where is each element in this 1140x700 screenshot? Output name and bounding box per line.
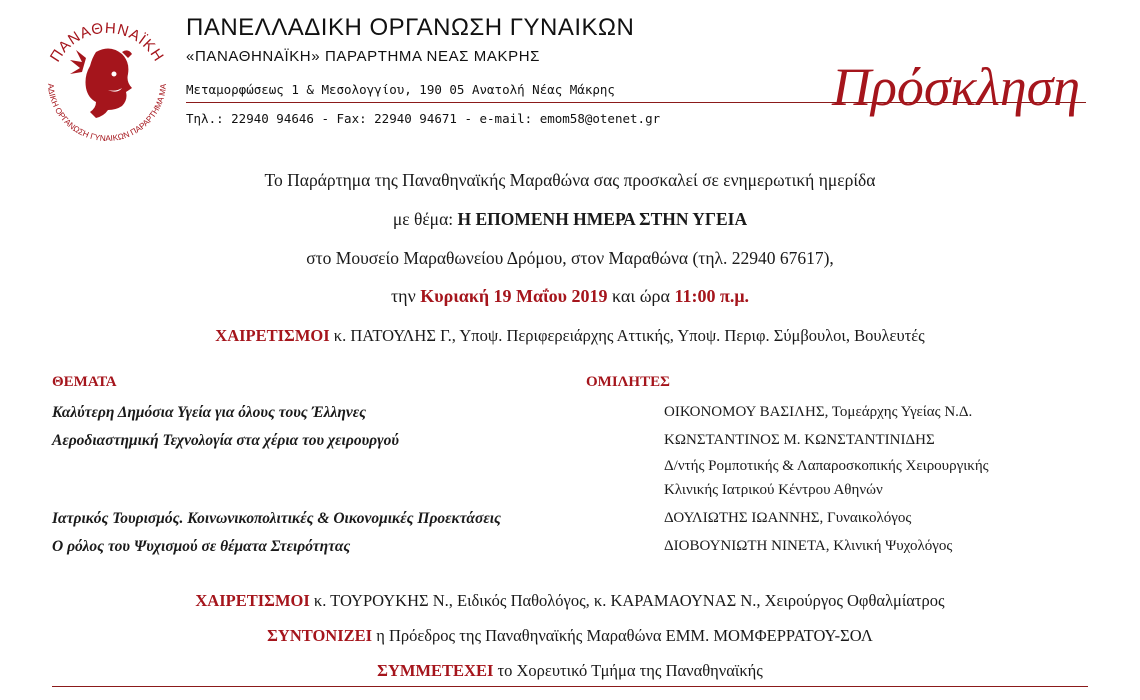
date-prefix: την	[390, 286, 421, 306]
intro-line-1: Το Παράρτημα της Παναθηναϊκής Μαραθώνα σας προσκαλεί σε ενημερωτική ημερίδα	[264, 170, 876, 190]
intro-line-3: στο Μουσείο Μαραθωνείου Δρόμου, στον Μαραθώνα (τηλ. 22940 67617),	[306, 248, 834, 268]
program-speaker-detail: Δ/ντής Ρομποτικής & Λαπαροσκοπικής Χειρουργικής	[664, 458, 989, 474]
program-topic: Ιατρικός Τουρισμός. Κοινωνικοπολιτικές & Οικονομικές Προεκτάσεις	[52, 510, 501, 527]
time-prefix: και ώρα	[607, 286, 675, 306]
topics-header: ΘΕΜΑΤΑ	[52, 374, 117, 390]
logo-seal-icon	[38, 12, 176, 150]
program-speaker: ΚΩΝΣΤΑΝΤΙΝΟΣ Μ. ΚΩΝΣΤΑΝΤΙΝΙΔΗΣ	[664, 432, 935, 448]
logo-ring-text: ΠΑΝΑΘΗΝΑΪΚΗ	[46, 19, 168, 66]
event-date: Κυριακή 19 Μαΐου 2019	[420, 286, 608, 306]
theme-prefix: με θέμα:	[392, 209, 458, 229]
intro-line-2	[0, 209, 1140, 230]
organization-title: ΠΑΝΕΛΛΑΔΙΚΗ ΟΡΓΑΝΩΣΗ ΓΥΝΑΙΚΩΝ	[186, 14, 635, 41]
organization-branch: «ΠΑΝΑΘΗΝΑΪΚΗ» ΠΑΡΑΡΤΗΜΑ ΝΕΑΣ ΜΑΚΡΗΣ	[186, 48, 541, 65]
moderator-line	[0, 626, 1140, 646]
moderator-text: η Πρόεδρος της Παναθηναϊκής Μαραθώνα ΕΜΜ. ΜΟΜΦΕΡΡΑΤΟΥ-ΣΟΛ	[372, 626, 873, 645]
event-time: 11:00 π.μ.	[674, 286, 750, 306]
participation-text: το Χορευτικό Τμήμα της Παναθηναϊκής	[493, 661, 763, 680]
organization-logo	[38, 12, 176, 150]
participation-label: ΣΥΜΜΕΤΕΧΕΙ	[377, 661, 494, 680]
speakers-header: ΟΜΙΛΗΤΕΣ	[586, 374, 670, 390]
program-speaker: ΔΙΟΒΟΥΝΙΩΤΗ ΝΙΝΕΤΑ, Κλινική Ψυχολόγος	[664, 538, 953, 554]
greetings-text: κ. ΤΟΥΡΟΥΚΗΣ Ν., Ειδικός Παθολόγος, κ. ΚΑΡΑΜΑΟΥΝΑΣ Ν., Χειρούργος Οφθαλμίατρος	[309, 591, 945, 610]
intro-line-4	[0, 286, 1140, 307]
program-topic: Ο ρόλος του Ψυχισμού σε θέματα Στειρότητας	[52, 538, 351, 555]
greetings-line-1	[0, 326, 1140, 346]
invitation-title: Πρόσκληση	[832, 57, 1081, 117]
organization-address: Μεταμορφώσεως 1 & Μεσολογγίου, 190 05 Ανατολή Νέας Μάκρης	[186, 82, 615, 97]
program-topic: Καλύτερη Δημόσια Υγεία για όλους τους Έλληνες	[52, 404, 367, 421]
greetings-label: ΧΑΙΡΕΤΙΣΜΟΙ	[215, 326, 330, 345]
program-speaker: ΟΙΚΟΝΟΜΟΥ ΒΑΣΙΛΗΣ, Τομεάρχης Υγείας Ν.Δ.	[664, 404, 973, 420]
logo-lower-text: ΑΔΙΚΗ ΟΡΓΑΝΩΣΗ ΓΥΝΑΙΚΩΝ ΠΑΡΑΡΤΗΜΑ ΜΑ	[45, 83, 169, 144]
footer-divider	[52, 686, 1088, 687]
program-speaker-detail: Κλινικής Ιατρικού Κέντρου Αθηνών	[664, 482, 883, 498]
moderator-label: ΣΥΝΤΟΝΙΖΕΙ	[267, 626, 373, 645]
greetings-text: κ. ΠΑΤΟΥΛΗΣ Γ., Υποψ. Περιφερειάρχης Αττικής, Υποψ. Περιφ. Σύμβουλοι, Βουλευτές	[329, 326, 925, 345]
greetings-line-2	[0, 591, 1140, 611]
program-speaker: ΔΟΥΛΙΩΤΗΣ ΙΩΑΝΝΗΣ, Γυναικολόγος	[664, 510, 912, 526]
participation-line	[0, 661, 1140, 681]
program-topic: Αεροδιαστημική Τεχνολογία στα χέρια του χειρουργού	[52, 432, 399, 449]
theme-title: Η ΕΠΟΜΕΝΗ ΗΜΕΡΑ ΣΤΗΝ ΥΓΕΙΑ	[457, 209, 748, 229]
greetings-label: ΧΑΙΡΕΤΙΣΜΟΙ	[195, 591, 310, 610]
organization-contact: Τηλ.: 22940 94646 - Fax: 22940 94671 - e-mail: emom58@otenet.gr	[186, 111, 661, 126]
athena-head-icon	[70, 48, 132, 118]
